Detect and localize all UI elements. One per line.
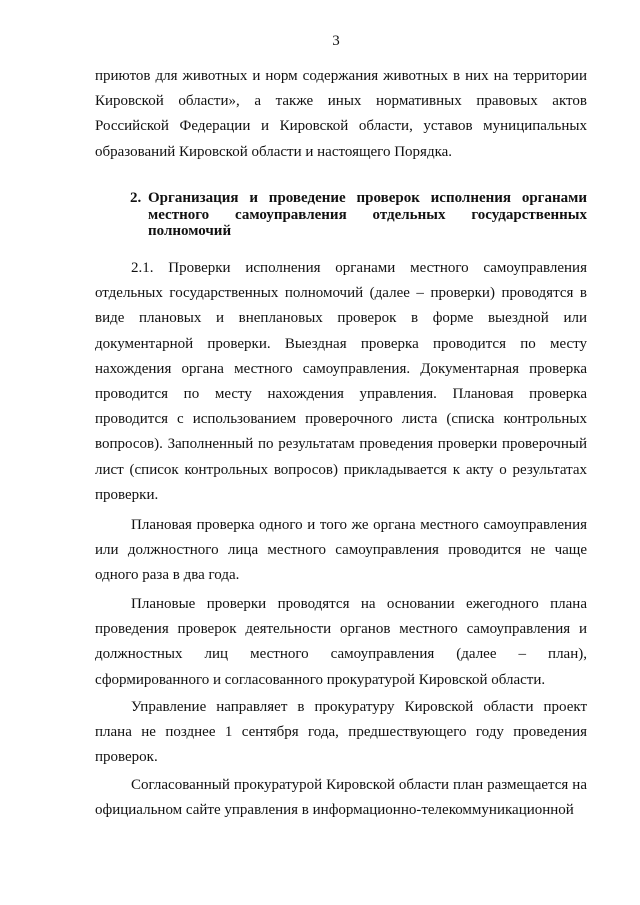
section-number: 2. <box>130 190 142 206</box>
intro-paragraph: приютов для животных и норм содержания животных в них на территории Кировской области», а также иных нормативных правовых актов Российской Федерации и Кировской области, уставов муниципальных образований Кировской области и настоящего Порядка. <box>95 68 587 160</box>
paragraph-annual-plan: Плановые проверки проводятся на основании ежегодного плана проведения проверок деятельности органов местного самоуправления и должностных лиц местного самоуправления (далее – план), сформированного и согласованного прокуратурой Кировской области. <box>95 596 587 688</box>
section-title: Организация и проведение проверок исполнения органами местного самоуправления отдельных государственных полномочий <box>148 190 587 239</box>
page-number: 3 <box>332 33 340 49</box>
section-heading <box>130 190 587 240</box>
paragraph-plan-publication: Согласованный прокуратурой Кировской области план размещается на официальном сайте управления в информационно-телекоммуникационной <box>95 777 587 819</box>
paragraph-plan-submission: Управление направляет в прокуратуру Кировской области проект плана не позднее 1 сентября года, предшествующего году проведения проверок. <box>95 699 587 766</box>
paragraph-planned-frequency: Плановая проверка одного и того же органа местного самоуправления или должностного лица местного самоуправления проводится не чаще одного раза в два года. <box>95 517 587 584</box>
paragraph-2-1: 2.1. Проверки исполнения органами местного самоуправления отдельных государственных полномочий (далее – проверки) проводятся в виде плановых и внеплановых проверок в форме выездной или документарной проверки. Выездная проверка проводится по месту нахождения органа местного самоуправления. Документарная проверка проводится по месту нахождения управления. Плановая проверка проводится с использованием проверочного листа (списка контрольных вопросов). Заполненный по результатам проведения проверки проверочный лист (список контрольных вопросов) прикладывается к акту о результатах проверки. <box>95 260 587 503</box>
